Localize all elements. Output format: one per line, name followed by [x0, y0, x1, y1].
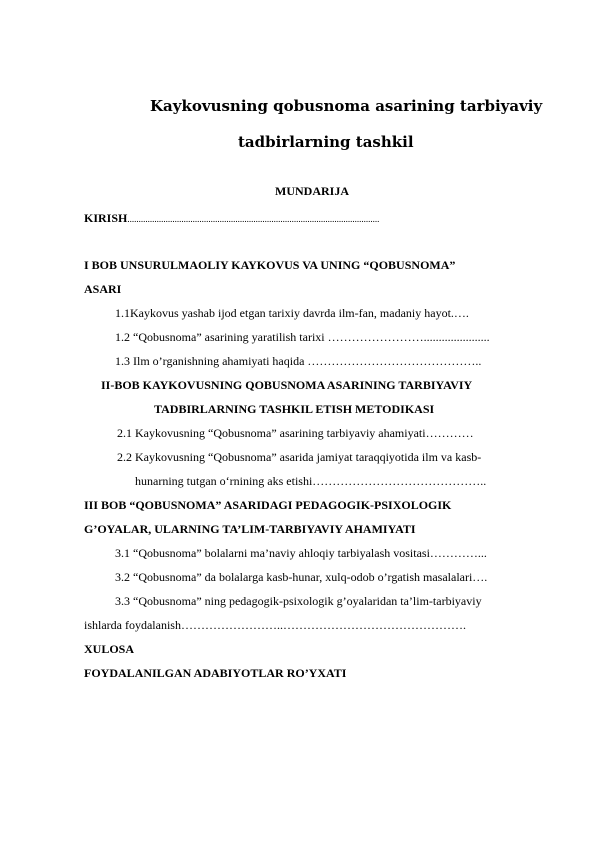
toc-chapter-1-line-2: ASARI: [84, 282, 122, 296]
toc-kirish-label: KIRISH: [84, 211, 128, 225]
toc-section-3-1: 3.1 “Qobusnoma” bolalarni ma’naviy ahloqiy tarbiyalash vositasi…………...: [115, 546, 487, 560]
toc-section-3-2: 3.2 “Qobusnoma” da bolalarga kasb-hunar, xulq-odob o’rgatish masalalari….: [115, 570, 488, 584]
toc-chapter-1-line-1: I BOB UNSURULMAOLIY KAYKOVUS VA UNING “QOBUSNOMA”: [84, 258, 456, 272]
toc-chapter-3-line-1: III BOB “QOBUSNOMA” ASARIDAGI PEDAGOGIK-PSIXOLOGIK: [84, 498, 452, 512]
toc-chapter-2-line-1: II-BOB KAYKOVUSNING QOBUSNOMA ASARINING TARBIYAVIY: [101, 378, 473, 392]
toc-kirish: [84, 210, 379, 226]
toc-chapter-2-line-2: TADBIRLARNING TASHKIL ETISH METODIKASI: [154, 402, 435, 416]
toc-section-1-1: 1.1Kaykovus yashab ijod etgan tarixiy davrda ilm-fan, madaniy hayot.….: [115, 306, 469, 320]
toc-section-3-3-line-2: ishlarda foydalanish……………………..……………………………………….: [84, 618, 466, 632]
title-line-2: tadbirlarning tashkil: [238, 133, 414, 151]
toc-section-3-3-line-1: 3.3 “Qobusnoma” ning pedagogik-psixologik g’oyalaridan ta’lim-tarbiyaviy: [115, 594, 482, 608]
title-line-1: Kaykovusning qobusnoma asarining tarbiyaviy: [150, 97, 543, 115]
toc-xulosa: XULOSA: [84, 642, 135, 656]
toc-section-2-1: 2.1 Kaykovusning “Qobusnoma” asarining tarbiyaviy ahamiyati…………: [117, 426, 474, 440]
toc-chapter-3-line-2: G’OYALAR, ULARNING TA’LIM-TARBIYAVIY AHAMIYATI: [84, 522, 416, 536]
contents-heading: MUNDARIJA: [275, 184, 349, 198]
toc-kirish-dots: ................................................................................................................: [127, 214, 380, 224]
toc-section-1-3: 1.3 Ilm o’rganishning ahamiyati haqida ……………………………………..: [115, 354, 482, 368]
toc-section-2-2-line-1: 2.2 Kaykovusning “Qobusnoma” asarida jamiyat taraqqiyotida ilm va kasb-: [117, 450, 482, 464]
toc-section-1-2: 1.2 “Qobusnoma” asarining yaratilish tarixi ……………………......................: [115, 330, 490, 344]
toc-references: FOYDALANILGAN ADABIYOTLAR RO’YXATI: [84, 666, 347, 680]
toc-section-2-2-line-2: hunarning tutgan o‘rnining aks etishi……………………………………..: [135, 474, 487, 488]
